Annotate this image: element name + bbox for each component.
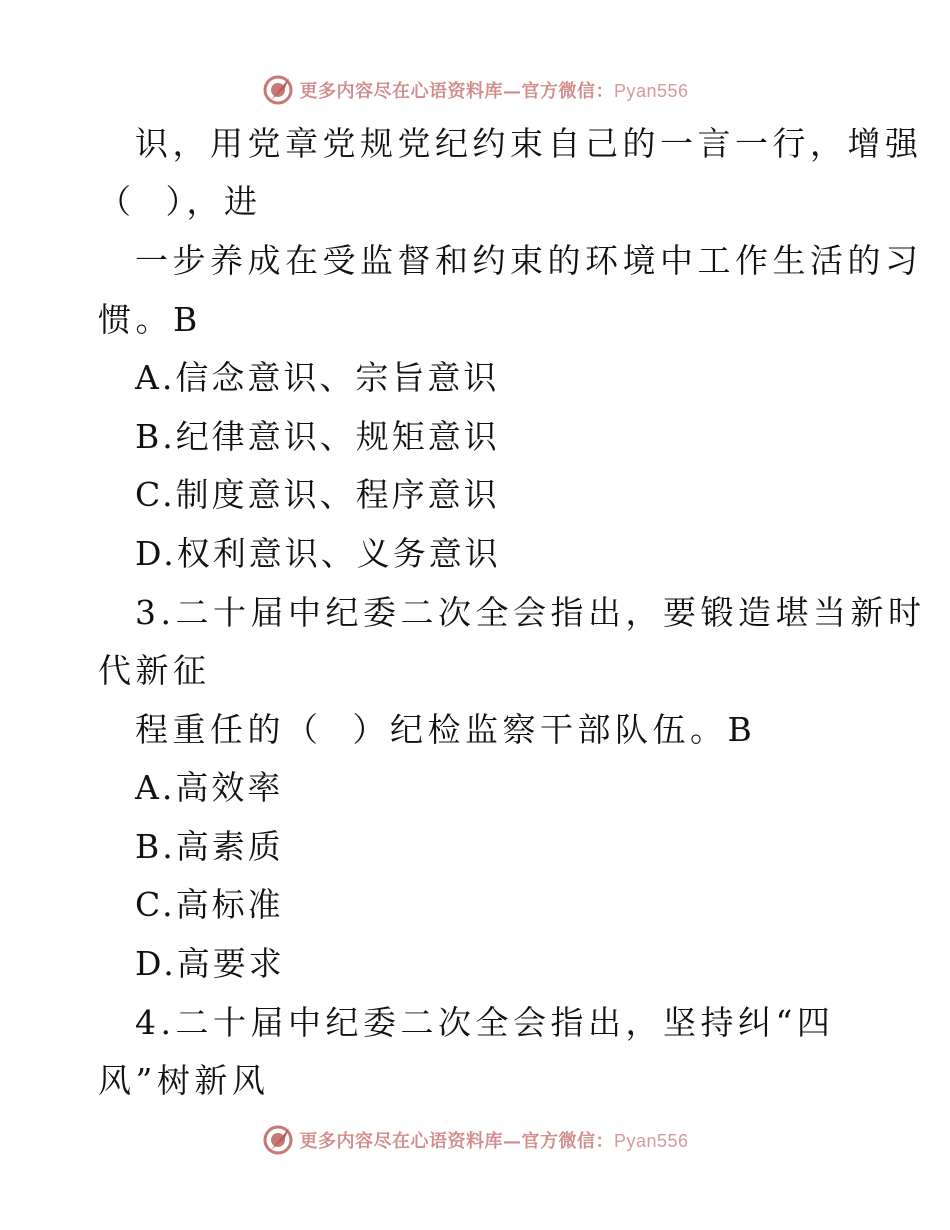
- header-watermark: [0, 72, 950, 108]
- option-b: B.高素质: [135, 827, 284, 866]
- option-c: C.制度意识、程序意识: [135, 475, 500, 514]
- question-3: 3.二十届中纪委二次全会指出，要锻造堪当新时: [135, 593, 926, 632]
- question-4: 4.二十届中纪委二次全会指出，坚持纠“四: [135, 1003, 835, 1042]
- text-line: 惯。B: [98, 300, 202, 339]
- option-c: C.高标准: [135, 885, 284, 924]
- option-d: D.高要求: [135, 944, 285, 983]
- quill-logo-icon: [261, 1123, 295, 1157]
- option-b: B.纪律意识、规矩意识: [135, 417, 500, 456]
- option-d: D.权利意识、义务意识: [135, 534, 501, 573]
- text-line: 代新征: [98, 651, 211, 690]
- watermark-text: 更多内容尽在心语资料库—官方微信：Pyan556: [299, 81, 689, 102]
- watermark-text: 更多内容尽在心语资料库—官方微信：Pyan556: [299, 1131, 689, 1152]
- text-line: 风”树新风: [98, 1061, 270, 1100]
- text-line: 识，用党章党规党纪约束自己的一言一行，增强: [135, 124, 923, 163]
- text-line: （ ），进: [98, 182, 262, 221]
- option-a: A.信念意识、宗旨意识: [135, 358, 500, 397]
- text-line: 一步养成在受监督和约束的环境中工作生活的习: [135, 241, 923, 280]
- footer-watermark: [0, 1122, 950, 1158]
- text-line: 程重任的（ ）纪检监察干部队伍。B: [135, 710, 757, 749]
- option-a: A.高效率: [135, 768, 284, 807]
- quill-logo-icon: [261, 73, 295, 107]
